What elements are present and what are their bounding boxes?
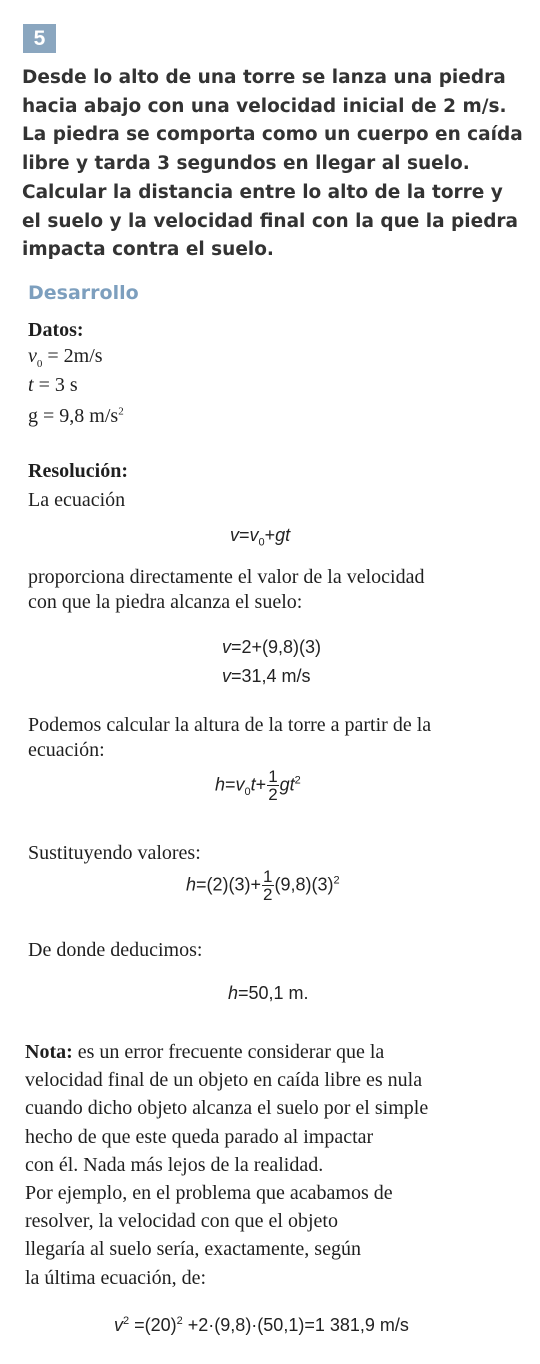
statement-line: Calcular la distancia entre lo alto de la torre y	[22, 181, 503, 203]
statement-line: libre y tarda 3 segundos en llegar al suelo.	[22, 153, 470, 175]
equation-final-velocity: $v^2 =(20)^2 +2\cdot(9,8)\cdot(50,1)=1$ 381,9 m/s	[114, 1315, 409, 1335]
equation-velocity-substituted: v=2+(9,8)(3)	[222, 637, 322, 657]
intro-text: La ecuación	[28, 489, 126, 511]
datos-g: g = 9,8 $m/s^2$	[28, 405, 124, 427]
statement-line: Desde lo alto de una torre se lanza una piedra	[22, 67, 506, 88]
equation-velocity: $v=v_0+gt$	[230, 525, 291, 549]
datos-v0: $v_0 = 2m/s$	[28, 345, 103, 370]
section-title: Desarrollo	[28, 282, 139, 304]
substituting-text: Sustituyendo valores:	[28, 842, 201, 864]
note-label: Nota:	[25, 1041, 73, 1063]
fraction: $\frac{1}{2}$	[268, 767, 278, 804]
equation-height: $h=v_0t+$ $\frac{1}{2}$ $gt^2$	[215, 767, 301, 804]
paragraph-velocity: proporciona directamente el valor de la velocidad con que la piedra alcanza el suelo:	[28, 566, 425, 613]
equation-height-substituted: h=(2)(3)+ $\frac{1}{2}$ $(9,8)(3)^2$	[186, 867, 340, 904]
statement-line: impacta contra el suelo.	[22, 239, 274, 261]
deduce-text: De donde deducimos:	[28, 939, 203, 961]
datos-heading: Datos:	[28, 319, 84, 341]
paragraph-height: Podemos calcular la altura de la torre a partir de la ecuación:	[28, 714, 432, 761]
problem-statement	[22, 64, 527, 265]
statement-line: hacia abajo con una velocidad inicial de 2 m/s.	[22, 95, 507, 117]
resolucion-heading: Resolución:	[28, 460, 128, 482]
statement-line: La piedra se comporta como un cuerpo en caída	[22, 124, 523, 146]
note-paragraph: Nota: es un error frecuente considerar que la velocidad final de un objeto en caída libre es nula cuando dicho objeto alcanza el suelo por el simple hecho de que este queda parado al impactar con él. Nada más lejos de la realidad. Por ejemplo, en el problema que acabamos de resolver, la velocidad con que el objeto llegaría al suelo sería, exactamente, según la última ecuación, de:	[25, 1041, 429, 1289]
statement-line: el suelo y la velocidad final con la que la piedra	[22, 210, 519, 232]
equation-height-result: h=50,1 m.	[228, 983, 309, 1003]
fraction: $\frac{1}{2}$	[263, 867, 273, 904]
datos-t: t = 3 s	[28, 374, 78, 396]
problem-number-badge: 5	[23, 24, 56, 53]
equation-velocity-result: v=31,4 m/s	[222, 666, 311, 686]
